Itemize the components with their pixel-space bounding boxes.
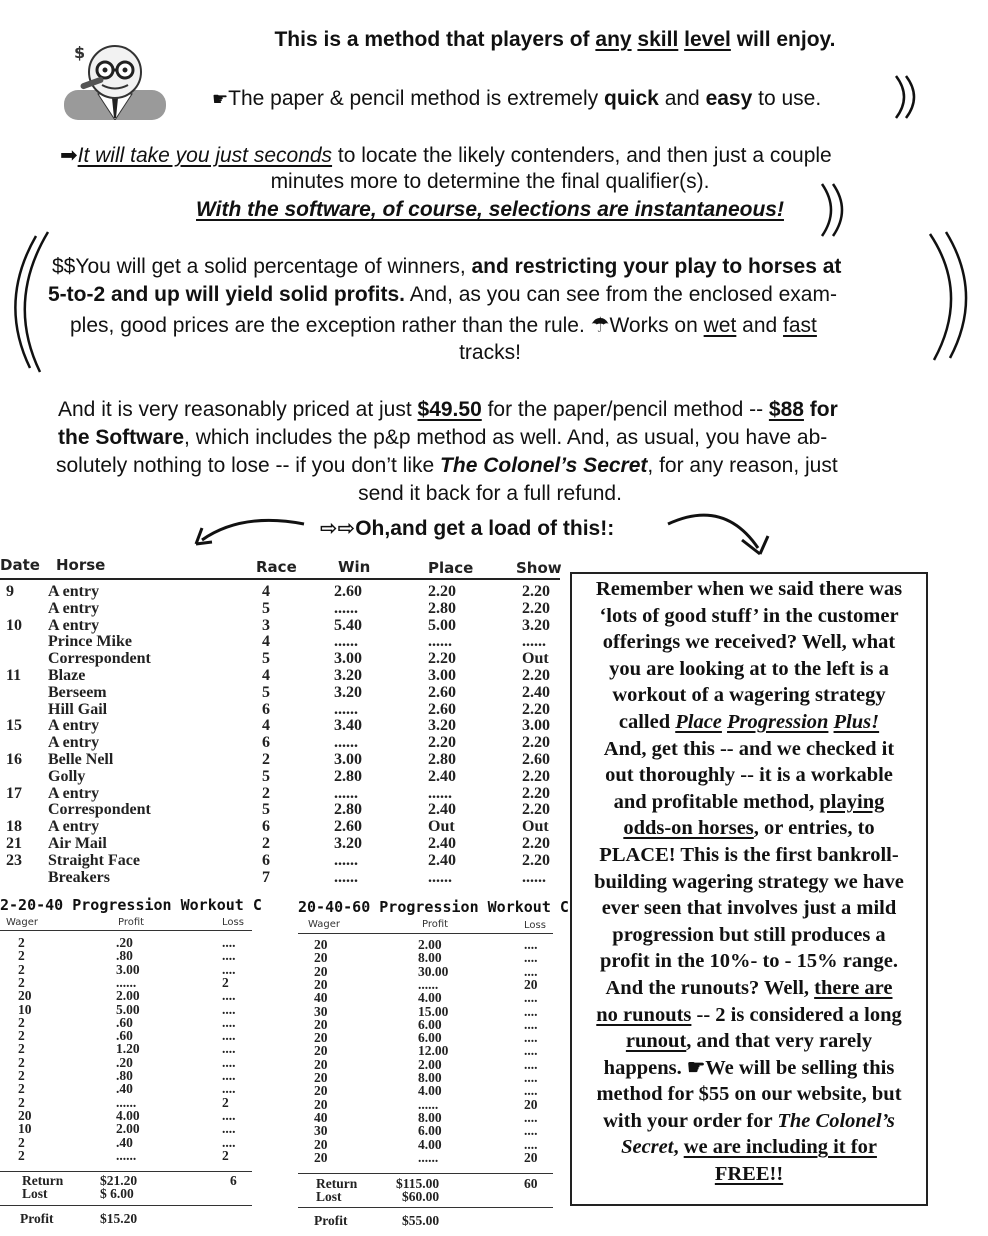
cell-race: 5 (262, 801, 270, 819)
lost-value: $60.00 (402, 1189, 440, 1204)
winners-paragraph-line1: $$You will get a solid percentage of winners, and restricting your play to horses at (52, 255, 842, 278)
cell-profit: 2.00 (418, 937, 442, 952)
cell-show: Out (522, 818, 549, 836)
cell-wager: 30 (314, 1003, 328, 1019)
callout-line: progression but still produces a (612, 923, 886, 946)
workout-1 (0, 894, 262, 1234)
cell-wager: 30 (314, 1123, 328, 1139)
callout-line: FREE!! (714, 1163, 784, 1186)
cell-win: ...... (334, 734, 358, 752)
cell-place: ...... (428, 868, 452, 886)
cell-win: ...... (334, 633, 358, 651)
cell-horse: A entry (48, 717, 100, 735)
callout-line: runout, and that very rarely (625, 1030, 873, 1053)
col-show-header: Show (516, 559, 562, 577)
cell-show: 2.20 (522, 784, 550, 802)
workout-rule (0, 1171, 252, 1172)
cell-loss: .... (524, 1070, 538, 1085)
profit-header: Profit (118, 917, 145, 928)
cell-wager: 20 (314, 1043, 328, 1059)
cell-show: 2.20 (522, 583, 550, 600)
cell-loss: .... (222, 1054, 236, 1070)
callout-line: no runouts -- 2 is considered a long (596, 1003, 902, 1026)
col-horse-header: Horse (56, 556, 106, 574)
speed-paragraph-line1: ➡It will take you just seconds to locate the likely contenders, and then just a couple (60, 144, 832, 167)
cell-profit: .80 (116, 1068, 133, 1083)
cell-horse: A entry (48, 784, 100, 802)
profit-label: Profit (314, 1213, 348, 1228)
cell-date: 21 (6, 835, 22, 852)
cell-profit: .20 (116, 935, 133, 950)
lost-label: Lost (316, 1189, 342, 1204)
cell-show: 2.20 (522, 851, 550, 869)
cell-profit: 30.00 (418, 963, 449, 979)
cell-race: 5 (262, 599, 270, 617)
cell-profit: 8.00 (418, 950, 442, 966)
winners-paragraph-line4: tracks! (459, 341, 521, 364)
cell-horse: Blaze (48, 667, 86, 684)
cell-date: 15 (6, 717, 22, 735)
cell-profit: 6.00 (418, 1123, 442, 1139)
cell-race: 6 (262, 734, 270, 752)
cell-loss: .... (222, 1001, 236, 1017)
cell-show: 2.20 (522, 801, 550, 819)
cell-place: Out (428, 818, 455, 836)
cell-place: 2.20 (428, 734, 456, 752)
cell-profit: 4.00 (418, 1083, 442, 1099)
cell-profit: .20 (116, 1054, 133, 1070)
cell-loss: .... (222, 1134, 236, 1150)
cell-profit: 3.00 (116, 961, 140, 977)
callout-line: Secret, we are including it for (621, 1136, 877, 1159)
price-paragraph-line2: the Software, which includes the p&p method as well. And, as usual, you have ab- (58, 426, 828, 449)
cell-profit: ...... (116, 1094, 137, 1110)
workout-1-title: 2-20-40 Progression Workout C (0, 896, 262, 914)
cell-race: 5 (262, 683, 270, 701)
cell-place: ...... (428, 633, 452, 651)
cell-profit: 8.00 (418, 1109, 442, 1125)
cell-wager: 20 (314, 1149, 328, 1165)
cell-horse: Correspondent (48, 801, 151, 819)
cell-loss: .... (524, 937, 538, 952)
cell-loss: 20 (524, 1096, 538, 1112)
cell-place: 2.80 (428, 599, 456, 617)
workout-rule (0, 930, 252, 931)
cell-race: 5 (262, 767, 270, 785)
callout-line: method for $55 on our website, but (596, 1083, 902, 1106)
lost-label: Lost (22, 1186, 48, 1201)
speed-paragraph-line2: minutes more to determine the final qualifier(s). (270, 170, 710, 193)
cell-horse: A entry (48, 734, 100, 752)
cell-race: 4 (262, 583, 270, 600)
cell-loss: .... (222, 1081, 236, 1097)
workout-rule (298, 1173, 553, 1174)
workout-rule (298, 1207, 553, 1208)
cell-wager: 10 (18, 1121, 32, 1137)
cell-loss: .... (222, 1068, 236, 1083)
loss-header: Loss (222, 917, 244, 928)
cell-date: 10 (6, 616, 22, 634)
header-rule (0, 578, 560, 580)
callout-line: workout of a wagering strategy (612, 684, 886, 707)
colonel-mascot-icon (60, 38, 170, 120)
cell-wager: 2 (18, 1054, 25, 1070)
callout-line: And, get this -- and we checked it (603, 737, 895, 760)
cell-win: 3.20 (334, 667, 362, 684)
callout-line: odds-on horses, or entries, to (623, 817, 875, 840)
outline-arrow-icon: ⇨⇨ (320, 517, 356, 540)
return-value: $115.00 (396, 1176, 440, 1191)
cell-wager: 2 (18, 1028, 25, 1044)
cell-horse: A entry (48, 818, 100, 836)
profit-value: $55.00 (402, 1213, 440, 1228)
cell-race: 7 (262, 868, 270, 886)
cell-win: 3.20 (334, 683, 362, 701)
cell-show: ...... (522, 868, 546, 886)
cell-loss: .... (524, 950, 538, 966)
cell-loss: .... (222, 988, 236, 1004)
cell-place: 3.00 (428, 667, 456, 684)
cell-loss: .... (222, 1014, 236, 1030)
cell-show: 2.20 (522, 767, 550, 785)
cell-show: 3.00 (522, 717, 550, 735)
cell-wager: 2 (18, 948, 25, 964)
cell-show: 2.20 (522, 700, 550, 718)
cell-place: 2.40 (428, 851, 456, 869)
cell-race: 2 (262, 751, 270, 768)
cell-profit: ...... (418, 1096, 439, 1112)
cell-loss: .... (222, 948, 236, 964)
cell-win: 3.00 (334, 650, 362, 668)
cell-profit: 2.00 (418, 1056, 442, 1072)
cell-horse: A entry (48, 583, 100, 600)
cell-loss: .... (222, 961, 236, 977)
cell-loss: .... (524, 1123, 538, 1139)
cell-profit: 4.00 (116, 1107, 140, 1123)
profit-header: Profit (422, 919, 449, 930)
cell-horse: Belle Nell (48, 751, 114, 768)
cell-wager: 20 (18, 988, 32, 1004)
cell-profit: 4.00 (418, 990, 442, 1006)
cell-loss: .... (524, 1030, 538, 1046)
cell-profit: ...... (116, 974, 137, 990)
cell-wager: 2 (18, 935, 25, 950)
workout-rule (298, 933, 553, 934)
cell-loss: .... (524, 1083, 538, 1099)
cell-place: 2.20 (428, 583, 456, 600)
cell-place: 2.60 (428, 683, 456, 701)
cell-loss: .... (524, 1003, 538, 1019)
cell-wager: 2 (18, 1068, 25, 1083)
col-win-header: Win (338, 558, 371, 576)
cell-win: ...... (334, 851, 358, 869)
cell-wager: 40 (314, 1109, 328, 1125)
cell-place: 2.40 (428, 801, 456, 819)
return-label: Return (22, 1173, 64, 1188)
cell-date: 17 (6, 784, 22, 802)
cell-win: 3.20 (334, 835, 362, 852)
cell-date: 11 (6, 667, 22, 684)
cell-show: 2.20 (522, 599, 550, 617)
wager-header: Wager (6, 917, 38, 928)
cell-loss: 2 (222, 1094, 229, 1110)
cell-win: 2.80 (334, 801, 362, 819)
cell-profit: 6.00 (418, 1030, 442, 1046)
arrow-right-icon: ➡ (60, 144, 78, 167)
cell-loss: .... (222, 1041, 236, 1057)
cell-wager: 2 (18, 1147, 25, 1163)
cell-win: 3.00 (334, 751, 362, 768)
bracket-decoration-icon (892, 72, 926, 122)
cell-place: 2.40 (428, 835, 456, 852)
cell-date: 9 (6, 583, 14, 600)
callout-line: with your order for The Colonel’s (603, 1109, 895, 1132)
price-paragraph-line3: solutely nothing to lose -- if you don’t like The Colonel’s Secret, for any reason, just (56, 454, 838, 477)
cell-wager: 20 (314, 1070, 328, 1085)
col-date-header: Date (0, 556, 40, 574)
cell-profit: 15.00 (418, 1003, 449, 1019)
cell-profit: ...... (116, 1147, 137, 1163)
cell-loss: 20 (524, 1149, 538, 1165)
cell-race: 6 (262, 818, 270, 836)
callout-line: offerings we received? Well, what (602, 631, 896, 654)
col-place-header: Place (428, 559, 474, 577)
price-paragraph-line4: send it back for a full refund. (358, 482, 622, 505)
cell-wager: 20 (314, 1016, 328, 1032)
curved-arrow-right-icon (664, 502, 774, 558)
winners-paragraph-line2: 5-to-2 and up will yield solid profits. And, as you can see from the enclosed exam- (48, 283, 837, 306)
callout-line: called Place Progression Plus! (618, 710, 880, 733)
cell-show: 2.40 (522, 683, 550, 701)
cell-wager: 2 (18, 1134, 25, 1150)
profit-label: Profit (20, 1211, 54, 1226)
cell-profit: 1.20 (116, 1041, 140, 1057)
cell-profit: ...... (418, 976, 439, 992)
cell-wager: 20 (314, 1030, 328, 1046)
callout-line: you are looking at to the left is a (609, 657, 889, 680)
pointing-hand-icon: ☛ (212, 89, 229, 109)
cell-loss: .... (524, 1056, 538, 1072)
cell-profit: 12.00 (418, 1043, 449, 1059)
cell-race: 3 (262, 616, 270, 634)
cell-race: 4 (262, 633, 270, 651)
cell-win: 2.60 (334, 818, 362, 836)
cell-show: 2.20 (522, 835, 550, 852)
cell-loss: 20 (524, 976, 538, 992)
wager-header: Wager (308, 919, 340, 930)
cell-wager: 20 (314, 1083, 328, 1099)
cell-place: 2.60 (428, 700, 456, 718)
cell-show: 2.20 (522, 667, 550, 684)
cell-show: Out (522, 650, 549, 668)
cell-horse: Straight Face (48, 851, 140, 869)
callout-line: ever seen that involves just a mild (601, 897, 897, 920)
cell-place: ...... (428, 784, 452, 802)
cell-loss: .... (222, 935, 236, 950)
curved-arrow-left-icon (192, 510, 310, 550)
cell-show: ...... (522, 633, 546, 651)
cell-wager: 40 (314, 990, 328, 1006)
cell-race: 5 (262, 650, 270, 668)
cell-show: 3.20 (522, 616, 550, 634)
cell-win: 2.60 (334, 583, 362, 600)
cell-wager: 20 (314, 950, 328, 966)
cell-wager: 2 (18, 1094, 25, 1110)
cell-win: ...... (334, 784, 358, 802)
cell-profit: 8.00 (418, 1070, 442, 1085)
cell-horse: Correspondent (48, 650, 151, 668)
cell-date: 18 (6, 818, 22, 836)
cell-loss: .... (222, 1121, 236, 1137)
cell-horse: A entry (48, 616, 100, 634)
cell-profit: 6.00 (418, 1016, 442, 1032)
cell-loss: .... (222, 1028, 236, 1044)
cell-race: 4 (262, 717, 270, 735)
cell-horse: Air Mail (48, 835, 107, 852)
bracket-decoration-icon (818, 180, 858, 240)
cell-horse: Berseem (48, 683, 107, 701)
cell-profit: 5.00 (116, 1001, 140, 1017)
cell-date: 16 (6, 751, 22, 768)
cell-wager: 2 (18, 1014, 25, 1030)
callout-line: ‘lots of good stuff’ in the customer (599, 604, 899, 627)
software-line: With the software, of course, selections are instantaneous! (196, 198, 784, 221)
lost-value: $ 6.00 (100, 1186, 134, 1201)
cell-horse: A entry (48, 599, 100, 617)
cell-wager: 20 (314, 976, 328, 992)
col-race-header: Race (256, 558, 297, 576)
callout-line: out thoroughly -- it is a workable (605, 764, 893, 787)
cell-profit: 2.00 (116, 1121, 140, 1137)
cell-loss: .... (524, 1016, 538, 1032)
cell-loss: .... (524, 1043, 538, 1059)
cell-wager: 20 (18, 1107, 32, 1123)
cell-race: 6 (262, 700, 270, 718)
return-loss: 60 (524, 1176, 538, 1191)
cell-win: 3.40 (334, 717, 362, 735)
cell-loss: .... (524, 963, 538, 979)
intro-line: ☛The paper & pencil method is extremely quick and easy to use. (212, 87, 822, 110)
callout-line: happens. ☛We will be selling this (603, 1056, 895, 1079)
cell-horse: Golly (48, 767, 86, 785)
cell-wager: 2 (18, 961, 25, 977)
workout-2 (298, 896, 569, 1236)
cell-place: 5.00 (428, 616, 456, 634)
right-bracket-decoration-icon (924, 228, 980, 368)
cell-loss: .... (524, 990, 538, 1006)
umbrella-icon: ☂ (590, 314, 610, 337)
cell-win: ...... (334, 868, 358, 886)
winners-paragraph-line3: ples, good prices are the exception rather than the rule. ☂Works on wet and fast (70, 314, 817, 337)
cell-profit: ...... (418, 1149, 439, 1165)
cell-wager: 20 (314, 963, 328, 979)
race-results-table (0, 553, 565, 888)
svg-text:$: $ (74, 43, 86, 62)
workout-2-title: 20-40-60 Progression Workout C (298, 898, 569, 916)
cell-win: 2.80 (334, 767, 362, 785)
cell-wager: 2 (18, 974, 25, 990)
cell-wager: 2 (18, 1041, 25, 1057)
callout-line: And the runouts? Well, there are (605, 976, 893, 999)
cell-profit: .40 (116, 1081, 133, 1097)
price-paragraph-line1: And it is very reasonably priced at just $49.50 for the paper/pencil method -- $88 for (58, 398, 838, 421)
cell-place: 2.80 (428, 751, 456, 768)
callout-line: profit in the 10%- to - 15% range. (600, 950, 898, 973)
cell-wager: 10 (18, 1001, 32, 1017)
cell-profit: .60 (116, 1028, 133, 1044)
cell-loss: .... (524, 1136, 538, 1152)
cell-loss: 2 (222, 974, 229, 990)
cell-profit: .80 (116, 948, 133, 964)
return-loss: 6 (230, 1173, 237, 1188)
return-value: $21.20 (100, 1173, 138, 1188)
cell-horse: Breakers (48, 868, 110, 886)
cell-place: 3.20 (428, 717, 456, 735)
callout-line: Remember when we said there was (595, 578, 903, 600)
cell-race: 2 (262, 835, 270, 852)
place-progression-callout (570, 572, 928, 1206)
cell-race: 6 (262, 851, 270, 869)
cell-loss: .... (524, 1109, 538, 1125)
cell-wager: 20 (314, 1056, 328, 1072)
callout-line: and profitable method, playing (613, 790, 885, 813)
workout-rule (0, 1205, 252, 1206)
loss-header: Loss (524, 920, 546, 931)
profit-value: $15.20 (100, 1211, 138, 1226)
cell-win: ...... (334, 700, 358, 718)
cell-loss: 2 (222, 1147, 229, 1163)
cell-wager: 20 (314, 937, 328, 952)
cell-win: ...... (334, 599, 358, 617)
headline: This is a method that players of any skill level will enjoy. (274, 28, 836, 51)
return-label: Return (316, 1176, 358, 1191)
cell-show: 2.20 (522, 734, 550, 752)
cell-profit: 2.00 (116, 988, 140, 1004)
oh-line: ⇨⇨Oh,and get a load of this!: (320, 517, 615, 540)
callout-line: building wagering strategy we have (594, 870, 904, 893)
cell-wager: 2 (18, 1081, 25, 1097)
cell-loss: .... (222, 1107, 236, 1123)
cell-profit: .40 (116, 1134, 133, 1150)
cell-show: 2.60 (522, 751, 550, 768)
cell-win: 5.40 (334, 616, 362, 634)
callout-line: PLACE! This is the first bankroll- (599, 843, 899, 866)
cell-race: 2 (262, 784, 270, 802)
cell-profit: 4.00 (418, 1136, 442, 1152)
cell-wager: 20 (314, 1136, 328, 1152)
cell-date: 23 (6, 851, 22, 869)
cell-place: 2.20 (428, 650, 456, 668)
cell-horse: Hill Gail (48, 700, 108, 718)
cell-horse: Prince Mike (48, 633, 132, 651)
pointing-hand-icon: ☛ (686, 1056, 706, 1079)
cell-place: 2.40 (428, 767, 456, 785)
cell-race: 4 (262, 667, 270, 684)
cell-profit: .60 (116, 1014, 133, 1030)
cell-wager: 20 (314, 1096, 328, 1112)
